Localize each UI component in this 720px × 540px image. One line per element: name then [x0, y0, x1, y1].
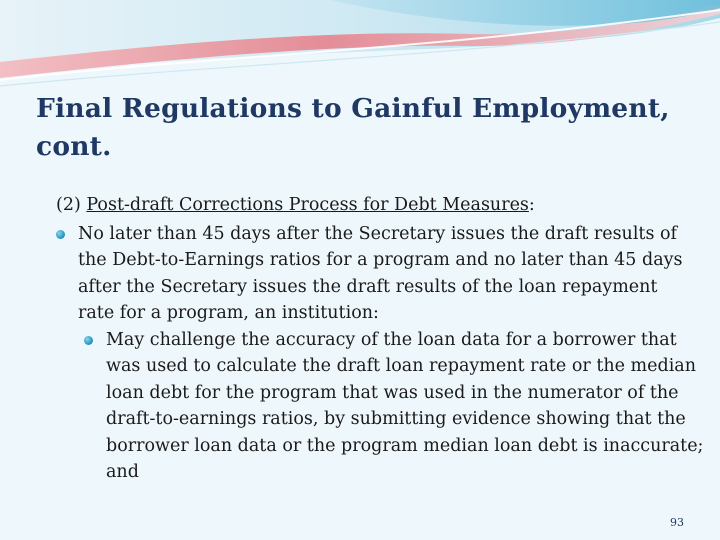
section-heading-underlined: Post-draft Corrections Process for Debt Measures: [86, 195, 529, 215]
bullet-dot-icon: [84, 336, 93, 345]
bullet-text: No later than 45 days after the Secretary issues the draft results of the Debt-to-Earnings ratios for a program and no later than 45 days after the Secretary issues the draft results of the loan repayment rate for a program, an institution:: [78, 223, 683, 323]
section-number: (2): [56, 195, 87, 215]
slide-title: Final Regulations to Gainful Employment, cont.: [36, 93, 670, 162]
sub-bullet-item: [56, 327, 716, 486]
bullet-dot-icon: [56, 230, 65, 239]
bullet-item: [56, 221, 683, 327]
section-heading-colon: :: [528, 195, 535, 215]
page-number: 93: [670, 516, 684, 529]
section-heading: [56, 192, 696, 219]
sub-bullet-text: May challenge the accuracy of the loan data for a borrower that was used to calculate the draft loan repayment rate or the median loan debt for the program that was used in the numerator of the draft-to-earnings ratios, by submitting evidence showing that the borrower loan data or the program median loan debt is inaccurate; and: [106, 329, 704, 482]
slide-body: [56, 192, 704, 486]
